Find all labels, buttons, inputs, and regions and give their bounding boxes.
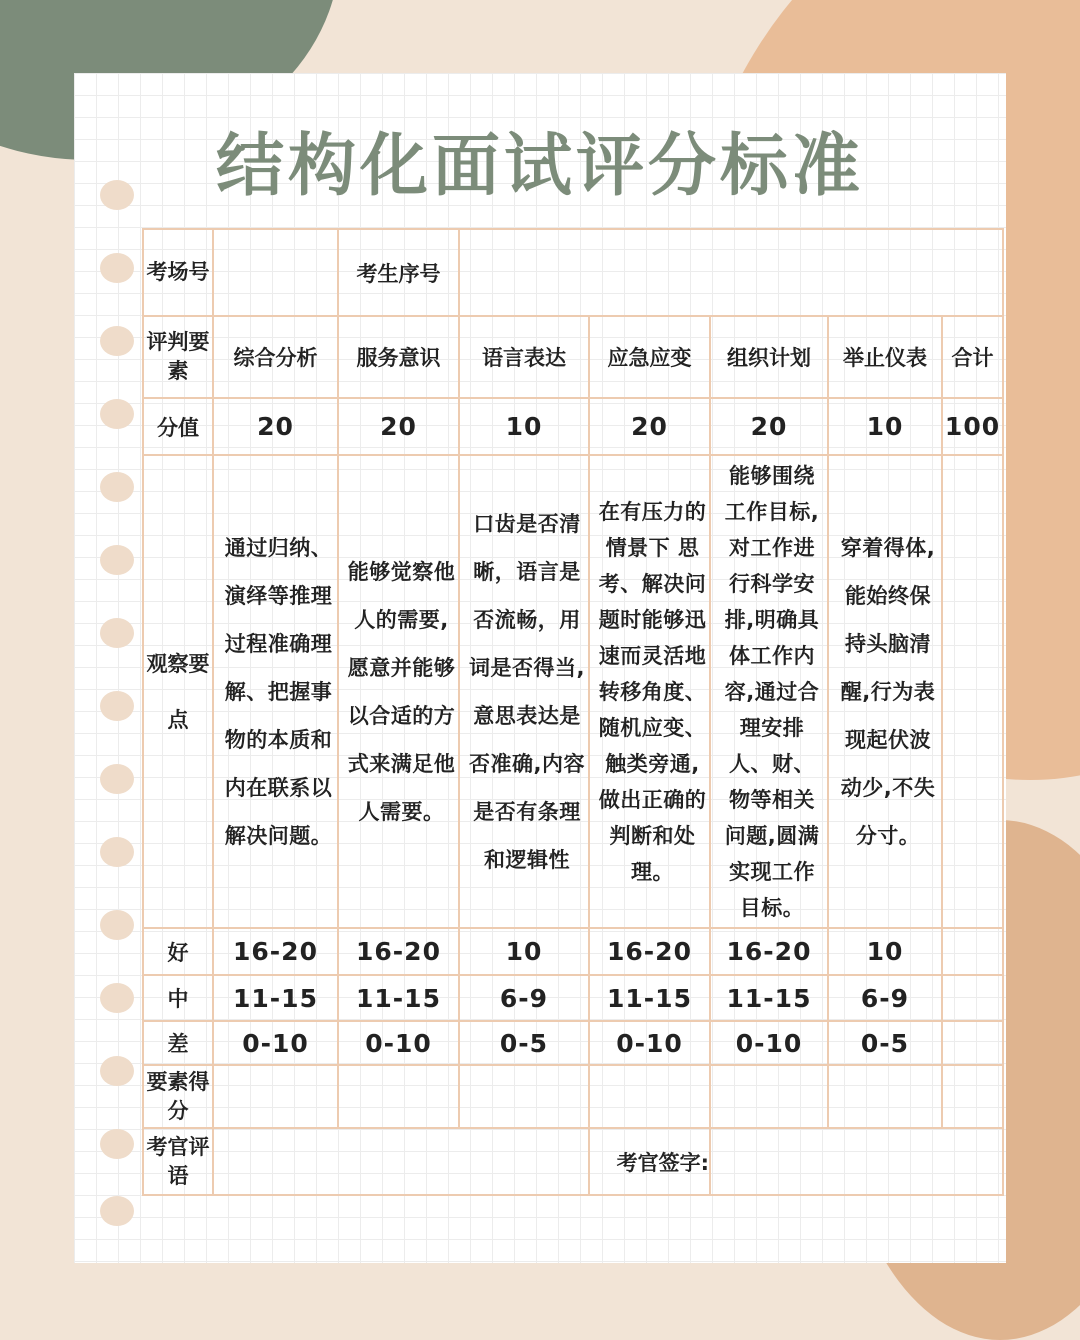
observation-text: 能够围绕工作目标,对工作进行科学安排,明确具体工作内容,通过合理安排人、财、物等相关问题,圆满实现工作目标。 (710, 455, 828, 928)
element-score-row (143, 1065, 1003, 1128)
observation-text: 能够觉察他人的需要,愿意并能够以合适的方式来满足他人需要。 (338, 455, 459, 928)
binder-hole (100, 837, 134, 867)
observation-text: 通过归纳、演绎等推理过程准确理解、把握事物的本质和内在联系以解决问题。 (213, 455, 338, 928)
binder-hole (100, 618, 134, 648)
criterion-emergency-response: 应急应变 (589, 316, 710, 398)
element-score-total-field[interactable] (942, 1065, 1003, 1128)
criterion-comprehensive-analysis: 综合分析 (213, 316, 338, 398)
total-label: 合计 (942, 316, 1003, 398)
element-score-label: 要素得分 (143, 1065, 213, 1128)
exam-room-label: 考场号 (143, 229, 213, 316)
score-value: 10 (828, 398, 942, 455)
grade-range: 16-20 (338, 928, 459, 975)
grade-label: 中 (143, 975, 213, 1021)
binder-hole (100, 253, 134, 283)
score-value: 20 (213, 398, 338, 455)
binder-hole (100, 472, 134, 502)
element-score-field[interactable] (459, 1065, 589, 1128)
grade-label: 差 (143, 1021, 213, 1065)
grade-range: 11-15 (589, 975, 710, 1021)
grade-range: 0-10 (338, 1021, 459, 1065)
binder-hole (100, 326, 134, 356)
binder-hole (100, 983, 134, 1013)
observation-text: 在有压力的情景下 思 考、解决问题时能够迅速而灵活地转移角度、随机应变、 触类旁通,做出正确的判断和处理。 (589, 455, 710, 928)
criterion-demeanor: 举止仪表 (828, 316, 942, 398)
grade-range: 0-10 (710, 1021, 828, 1065)
binder-hole (100, 545, 134, 575)
score-value: 20 (710, 398, 828, 455)
grade-range: 11-15 (710, 975, 828, 1021)
grade-range: 6-9 (828, 975, 942, 1021)
element-score-field[interactable] (213, 1065, 338, 1128)
candidate-no-label: 考生序号 (338, 229, 459, 316)
binder-hole (100, 399, 134, 429)
grade-range: 0-10 (589, 1021, 710, 1065)
binder-hole (100, 1056, 134, 1086)
grade-total-cell[interactable] (942, 1021, 1003, 1065)
grade-range: 11-15 (338, 975, 459, 1021)
binder-hole (100, 1196, 134, 1226)
header-row-room (143, 229, 1003, 316)
examiner-signature-label: 考官签字: (589, 1128, 710, 1195)
grade-row-good (143, 928, 1003, 975)
grade-range: 11-15 (213, 975, 338, 1021)
examiner-comment-field[interactable] (213, 1128, 589, 1195)
score-value: 10 (459, 398, 589, 455)
examiner-comment-row (143, 1128, 1003, 1195)
binder-hole (100, 691, 134, 721)
grade-range: 0-5 (459, 1021, 589, 1065)
observation-empty-cell (942, 455, 1003, 928)
score-label: 分值 (143, 398, 213, 455)
observation-label: 观察要点 (143, 455, 213, 928)
criterion-language-expression: 语言表达 (459, 316, 589, 398)
binder-hole (100, 764, 134, 794)
criteria-row (143, 316, 1003, 398)
criterion-service-awareness: 服务意识 (338, 316, 459, 398)
score-value: 20 (338, 398, 459, 455)
binder-hole (100, 910, 134, 940)
element-score-field[interactable] (589, 1065, 710, 1128)
grade-range: 0-5 (828, 1021, 942, 1065)
grade-range: 10 (828, 928, 942, 975)
grade-range: 10 (459, 928, 589, 975)
grade-range: 6-9 (459, 975, 589, 1021)
observation-text: 穿着得体,能始终保持头脑清醒,行为表现起伏波动少,不失分寸。 (828, 455, 942, 928)
scoring-table (142, 228, 1004, 1196)
grade-range: 16-20 (710, 928, 828, 975)
observation-text: 口齿是否清晰，语言是否流畅，用词是否得当,意思表达是否准确,内容是否有条理和逻辑性 (459, 455, 589, 928)
criterion-organization-planning: 组织计划 (710, 316, 828, 398)
total-score-value: 100 (942, 398, 1003, 455)
grade-label: 好 (143, 928, 213, 975)
binder-hole (100, 1129, 134, 1159)
grade-row-medium (143, 975, 1003, 1021)
score-value: 20 (589, 398, 710, 455)
examiner-comment-label: 考官评语 (143, 1128, 213, 1195)
exam-room-field[interactable] (213, 229, 338, 316)
element-score-field[interactable] (710, 1065, 828, 1128)
criteria-label: 评判要素 (143, 316, 213, 398)
element-score-field[interactable] (828, 1065, 942, 1128)
score-row (143, 398, 1003, 455)
grade-row-poor (143, 1021, 1003, 1065)
page-title: 结构化面试评分标准 (215, 127, 864, 206)
grade-total-cell[interactable] (942, 928, 1003, 975)
observation-row (143, 455, 1003, 928)
element-score-field[interactable] (338, 1065, 459, 1128)
candidate-no-field[interactable] (459, 229, 1003, 316)
grade-range: 16-20 (213, 928, 338, 975)
grade-range: 0-10 (213, 1021, 338, 1065)
grade-range: 16-20 (589, 928, 710, 975)
examiner-signature-field[interactable] (710, 1128, 1003, 1195)
grade-total-cell[interactable] (942, 975, 1003, 1021)
